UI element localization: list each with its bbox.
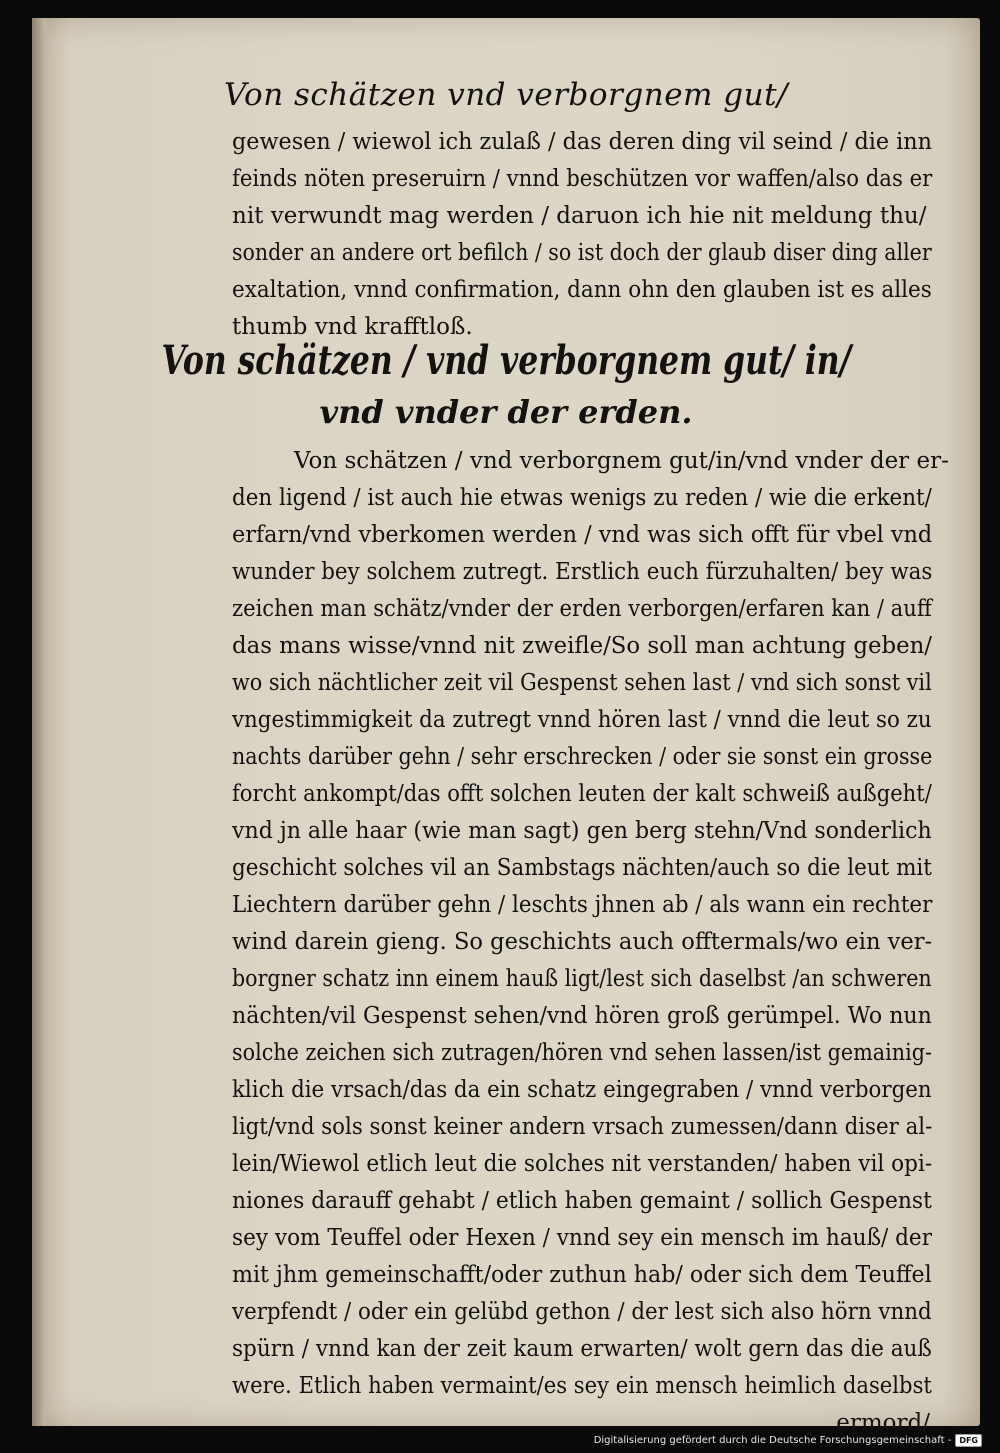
- text-line: wind darein gieng. So geschichts auch offtermals/wo ein ver-: [232, 929, 933, 955]
- text-line: verpfendt / oder ein gelübd gethon / der lest sich also hörn vnnd: [232, 1299, 932, 1325]
- text-line: den ligend / ist auch hie etwas wenigs zu reden / wie die erkent/: [232, 485, 932, 511]
- text-line: nächten/vil Gespenst sehen/vnd hören groß gerümpel. Wo nun: [232, 1003, 932, 1029]
- text-line: sonder an andere ort befilch / so ist doch der glaub diser ding aller: [232, 240, 932, 266]
- text-line: das mans wisse/vnnd nit zweifle/So soll man achtung geben/: [232, 633, 932, 659]
- digitization-footer: [594, 1434, 982, 1447]
- text-line: vngestimmigkeit da zutregt vnnd hören last / vnnd die leut so zu: [232, 707, 932, 733]
- text-line: klich die vrsach/das da ein schatz eingegraben / vnnd verborgen: [232, 1077, 932, 1103]
- text-line: were. Etlich haben vermaint/es sey ein mensch heimlich daselbst: [232, 1373, 932, 1399]
- section-title-line-1: Von schätzen / vnd verborgnem gut/ in/: [161, 337, 851, 384]
- text-line: spürn / vnnd kan der zeit kaum erwarten/ wolt gern das die auß: [232, 1336, 932, 1362]
- text-line: sey vom Teuffel oder Hexen / vnnd sey ein mensch im hauß/ der: [232, 1225, 933, 1251]
- running-header: Von schätzen vnd verborgnem gut/: [224, 77, 788, 113]
- text-line: Liechtern darüber gehn / leschts jhnen ab / als wann ein rechter: [232, 892, 933, 918]
- text-line: zeichen man schätz/vnder der erden verborgen/erfaren kan / auff: [232, 596, 932, 622]
- footer-text: Digitalisierung gefördert durch die Deutsche Forschungsgemeinschaft -: [593, 1435, 952, 1446]
- text-line: forcht ankompt/das offt solchen leuten der kalt schweiß außgeht/: [232, 781, 932, 807]
- text-line: vnd jn alle haar (wie man sagt) gen berg stehn/Vnd sonderlich: [232, 818, 932, 844]
- text-line: thumb vnd krafftloß.: [232, 314, 473, 340]
- book-page: [32, 18, 980, 1436]
- text-line: wo sich nächtlicher zeit vil Gespenst sehen last / vnd sich sonst vil: [232, 670, 932, 696]
- text-line: mit jhm gemeinschafft/oder zuthun hab/ oder sich dem Teuffel: [232, 1262, 932, 1288]
- catchword: ermord/: [836, 1410, 930, 1436]
- text-line: wunder bey solchem zutregt. Erstlich euch fürzuhalten/ bey was: [232, 559, 933, 585]
- text-line: nachts darüber gehn / sehr erschrecken / oder sie sonst ein grosse: [232, 744, 933, 770]
- text-line: ligt/vnd sols sonst keiner andern vrsach zumessen/dann diser al-: [232, 1114, 933, 1140]
- text-line: Von schätzen / vnd verborgnem gut/in/vnd vnder der er-: [294, 448, 949, 474]
- text-line: niones darauff gehabt / etlich haben gemaint / sollich Gespenst: [232, 1188, 932, 1214]
- dfg-logo-icon: DFG: [955, 1434, 982, 1447]
- text-line: geschicht solches vil an Sambstags nächten/auch so die leut mit: [232, 855, 932, 881]
- text-line: exaltation, vnnd confirmation, dann ohn den glauben ist es alles: [232, 277, 932, 303]
- text-line: borgner schatz inn einem hauß ligt/lest sich daselbst /an schweren: [232, 966, 932, 992]
- text-line: feinds nöten preseruirn / vnnd beschützen vor waffen/also das er: [232, 166, 933, 192]
- text-line: nit verwundt mag werden / daruon ich hie nit meldung thu/: [232, 203, 927, 229]
- text-line: lein/Wiewol etlich leut die solches nit verstanden/ haben vil opi-: [232, 1151, 933, 1177]
- section-title-line-2: vnd vnder der erden.: [319, 393, 693, 431]
- text-line: erfarn/vnd vberkomen werden / vnd was sich offt für vbel vnd: [232, 522, 933, 548]
- text-line: gewesen / wiewol ich zulaß / das deren ding vil seind / die inn: [232, 129, 933, 155]
- text-line: solche zeichen sich zutragen/hören vnd sehen lassen/ist gemainig-: [232, 1040, 932, 1066]
